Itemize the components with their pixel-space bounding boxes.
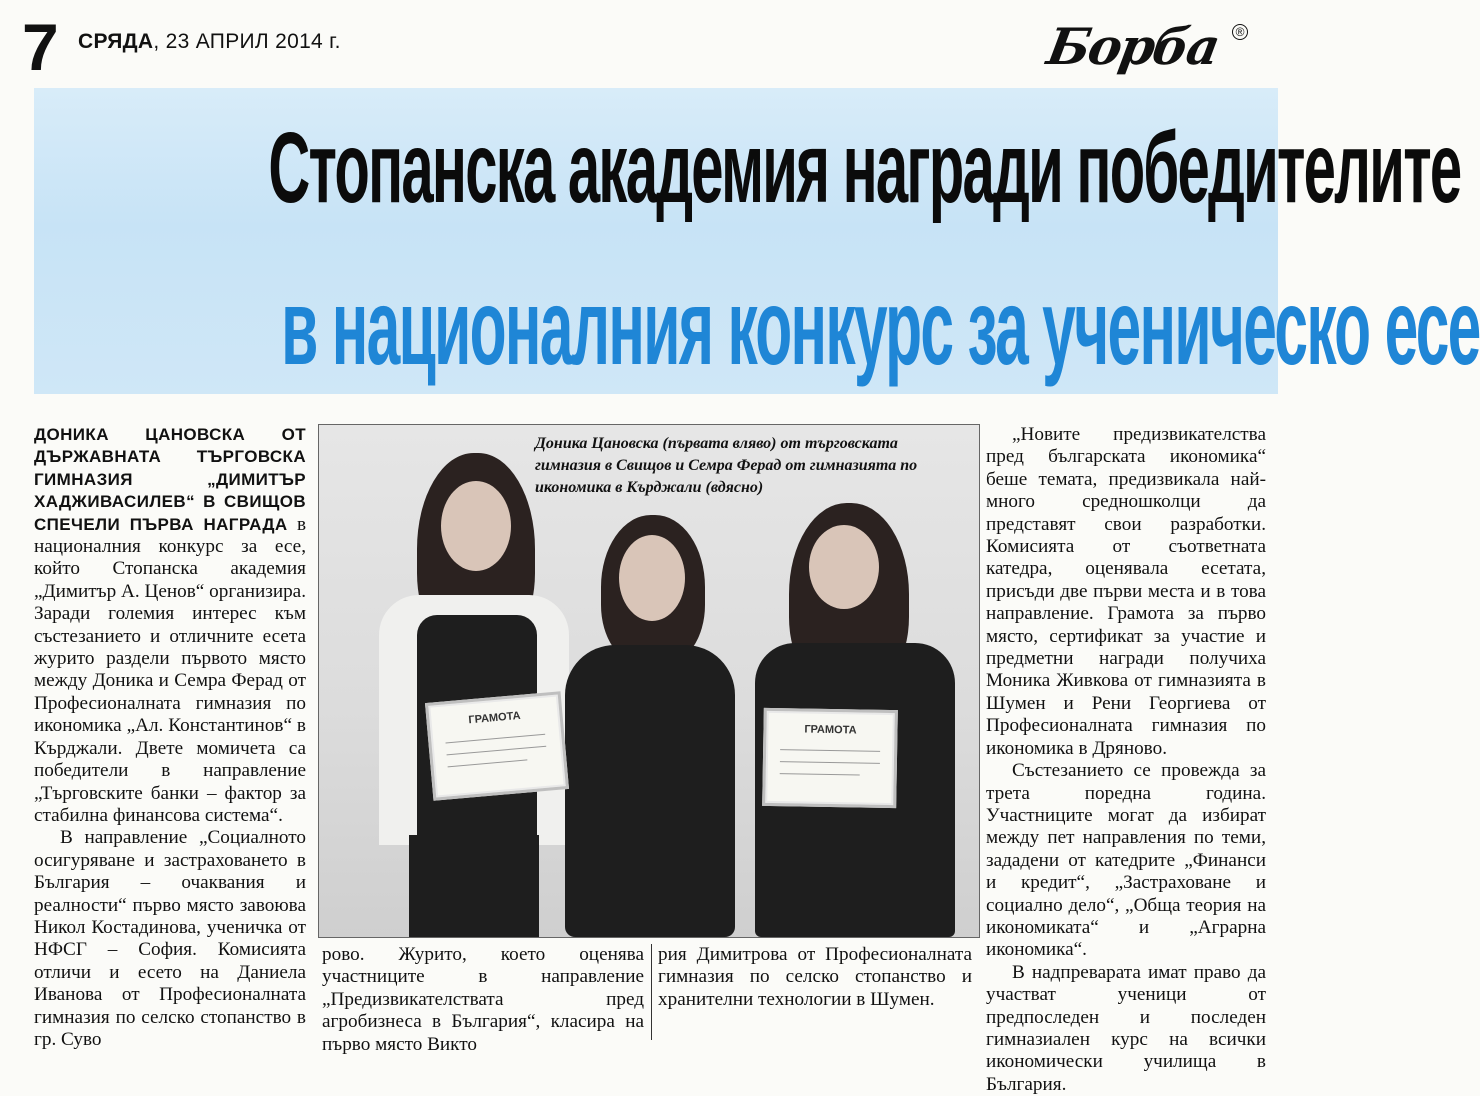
photo-caption: Доника Цановска (първата вляво) от търговската гимназия в Свищов и Семра Ферад от гимназията по икономика в Кърджали (вдясно) [535, 435, 918, 496]
newspaper-logo [1042, 17, 1248, 76]
article-right-paragraph-1: „Новите предизвикателства пред българската икономика“ беше темата, предизвикала най-много средношколци да представят свои разработки. Комисията от съответната катедра, оценявала есетата, присъди две първи места и в това направление. Грамота за първо място, сертификат за участие и предметни награди получиха Моника Живкова от гимназията в Шумен и Рени Георгиева от Професионалната гимназия по икономика в Дряново. [986, 424, 1266, 759]
article-paragraph-2: В направление „Социалното осигуряване и застраховането в България – очаквания и реалности“ първо място завоюва Никол Костадинова, ученичка от НФСГ – София. Комисията отличи и есето на Даниела Иванова от Професионалната гимназия по селско стопанство в гр. Суво [34, 827, 306, 1050]
weekday: СРЯДА [78, 30, 154, 53]
article-lead: ДОНИКА ЦАНОВСКА ОТ ДЪРЖАВНАТА ТЪРГОВСКА ГИМНАЗИЯ „ДИМИТЪР ХАДЖИВАСИЛЕВ“ В СВИЩОВ СПЕЧЕЛИ ПЪРВА НАГРАДА [34, 425, 306, 534]
column-divider [651, 944, 652, 1040]
page-number: 7 [22, 10, 59, 84]
article-bottom-2: рия Димитрова от Професионалната гимназия по селско стопанство и хранителни технологии в Шумен. [658, 944, 972, 1010]
certificate-right [762, 708, 898, 808]
photo-person-left [359, 445, 579, 937]
article-right-paragraph-2: Състезанието се провежда за трета поредна година. Участниците могат да избират между пет направления по теми, зададени от катедрите „Финанси и кредит“, „Застраховане и социално дело“, „Обща теория на икономиката“ и „Аграрна икономика“. [986, 760, 1266, 961]
article-lead-rest: в националния конкурс за есе, който Стопанска академия „Димитър А. Ценов“ организира. Заради големия интерес към състезанието и отличните есета журито раздели първото място между Доника и Семра Ферад от Професионалната гимназия по икономика „Ал. Константинов“ в Кърджали. Двете момичета са победители в направление „Търговските банки – фактор за стабилна финансова система“. [34, 513, 306, 826]
article-column-left [34, 424, 306, 1051]
logo-text: Борба [1042, 17, 1223, 76]
certificate-title-right: ГРАМОТА [804, 723, 857, 737]
masthead [0, 0, 1278, 88]
headline-line-1: Стопанска академия награди победителите [268, 112, 1461, 224]
certificate-title-left: ГРАМОТА [468, 709, 522, 727]
photo-person-middle [555, 515, 745, 937]
date: , 23 АПРИЛ 2014 г. [153, 30, 341, 53]
article-column-bottom-1 [322, 944, 644, 1056]
registered-mark: ® [1232, 24, 1248, 40]
article-right-paragraph-3: В надпреварата имат право да участват ученици от предпоследен и последен гимназиален курс на всички икономически училища в България. [986, 961, 1266, 1095]
headline-line-2: в националния конкурс за ученическо есе [281, 266, 1480, 387]
dateline [78, 30, 341, 54]
article-column-right [986, 424, 1266, 1096]
article-photo [318, 424, 980, 938]
certificate-left [425, 691, 569, 800]
article-bottom-1: рово. Журито, което оценява участниците в направление „Предизвикателствата пред агробизнеса в България“, класира на първо място Викто [322, 944, 644, 1055]
article-column-bottom-2 [658, 944, 972, 1011]
